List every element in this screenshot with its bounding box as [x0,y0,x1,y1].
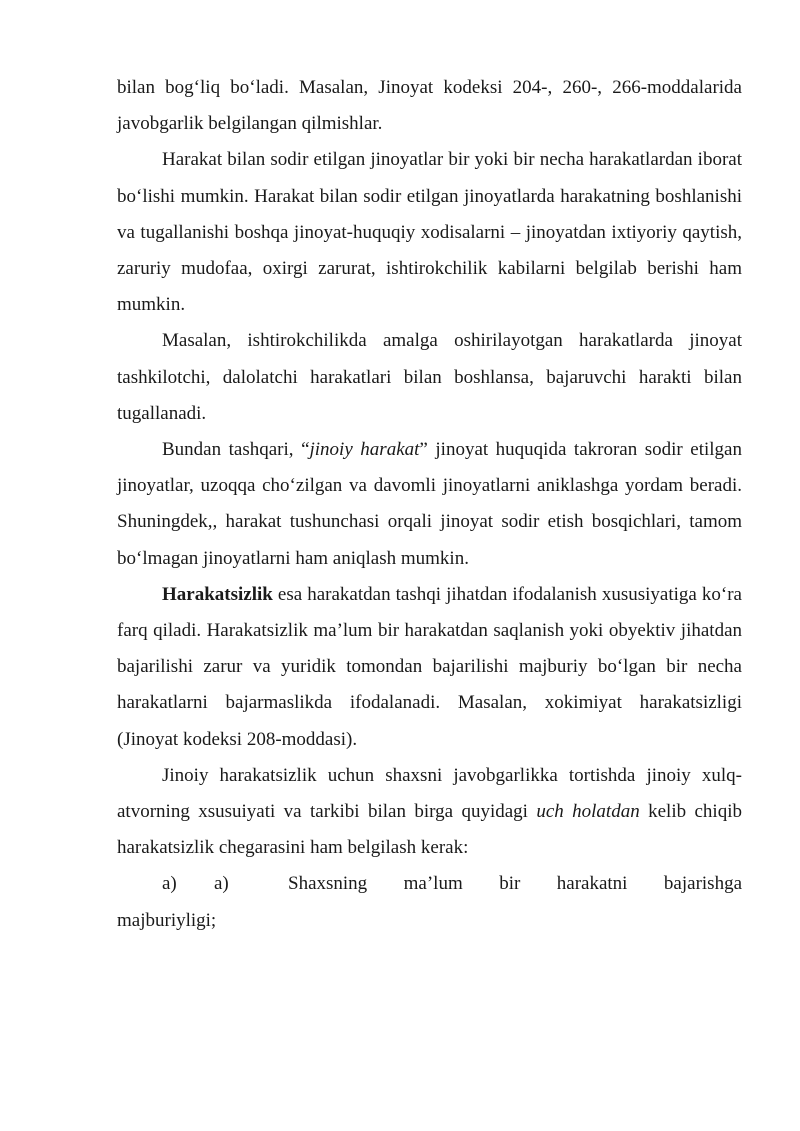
paragraph-4-italic: jinoiy harakat [309,439,420,461]
paragraph-6-italic: uch holatdan [536,801,640,823]
list-marker-2: a) [214,873,229,895]
paragraph-4-text-after: ” jinoyat huquqida takroran sodir etilgan jinoyatlar, uzoqqa cho‘zilgan va davomli jinoyatlarni aniklashga yordam beradi. Shuningdek,, harakat tushunchasi orqali jinoyat sodir etish bosqichlari, tamom bo‘lmagan jinoyatlarni ham aniqlash mumkin. [117,439,742,569]
paragraph-6-text-before: Jinoiy harakatsizlik uchun shaxsni javobgarlikka tortishda jinoiy xulq-atvorning xsusuiyati va tarkibi bilan birga quyidagi [117,764,742,823]
paragraph-2: Harakat bilan sodir etilgan jinoyatlar bir yoki bir necha harakatlardan iborat bo‘lishi mumkin. Harakat bilan sodir etilgan jinoyatlarda harakatning boshlanishi va tugallanishi boshqa jinoyat-huquqiy xodisalarni – jinoyatdan ixtiyoriy qaytish, zaruriy mudofaa, oxirgi zarurat, ishtirokchilik kabilarni belgilab berishi ham mumkin. [117,149,742,316]
paragraph-5 [117,577,742,758]
paragraph-1: bilan bog‘liq bo‘ladi. Masalan, Jinoyat kodeksi 204-, 260-, 266-moddalarida javobgarlik belgilangan qilmishlar. [117,77,742,135]
paragraph-6-text-after: kelib chiqib harakatsizlik chegarasini ham belgilash kerak: [117,801,742,859]
paragraph-3: Masalan, ishtirokchilikda amalga oshirilayotgan harakatlarda jinoyat tashkilotchi, dalolatchi harakatlari bilan boshlansa, bajaruvchi harakti bilan tugallanadi. [117,330,742,424]
paragraph-4 [117,432,742,577]
list-item-text: Shaxsning ma’lum bir harakatni bajarishga [288,873,742,895]
term-harakatsizlik: Harakatsizlik [162,583,273,605]
paragraph-5-text: esa harakatdan tashqi jihatdan ifodalanish xususiyatiga ko‘ra farq qiladi. Harakatsizlik ma’lum bir harakatdan saqlanish yoki obyektiv jihatdan bajarilishi zarur va yuridik tomondan bajarilishi majburiy bo‘lgan bir necha harakatlarni bajarmaslikda ifodalanadi. Masalan, xokimiyat harakatsizligi (Jinoyat kodeksi 208-moddasi). [117,583,742,750]
paragraph-4-text-before: Bundan tashqari, “ [162,439,310,461]
document-page [117,70,742,939]
list-marker-1: a) [162,873,177,895]
list-item-a [117,866,742,902]
paragraph-6 [117,758,742,867]
list-item-continuation: majburiyligi; [117,909,217,931]
